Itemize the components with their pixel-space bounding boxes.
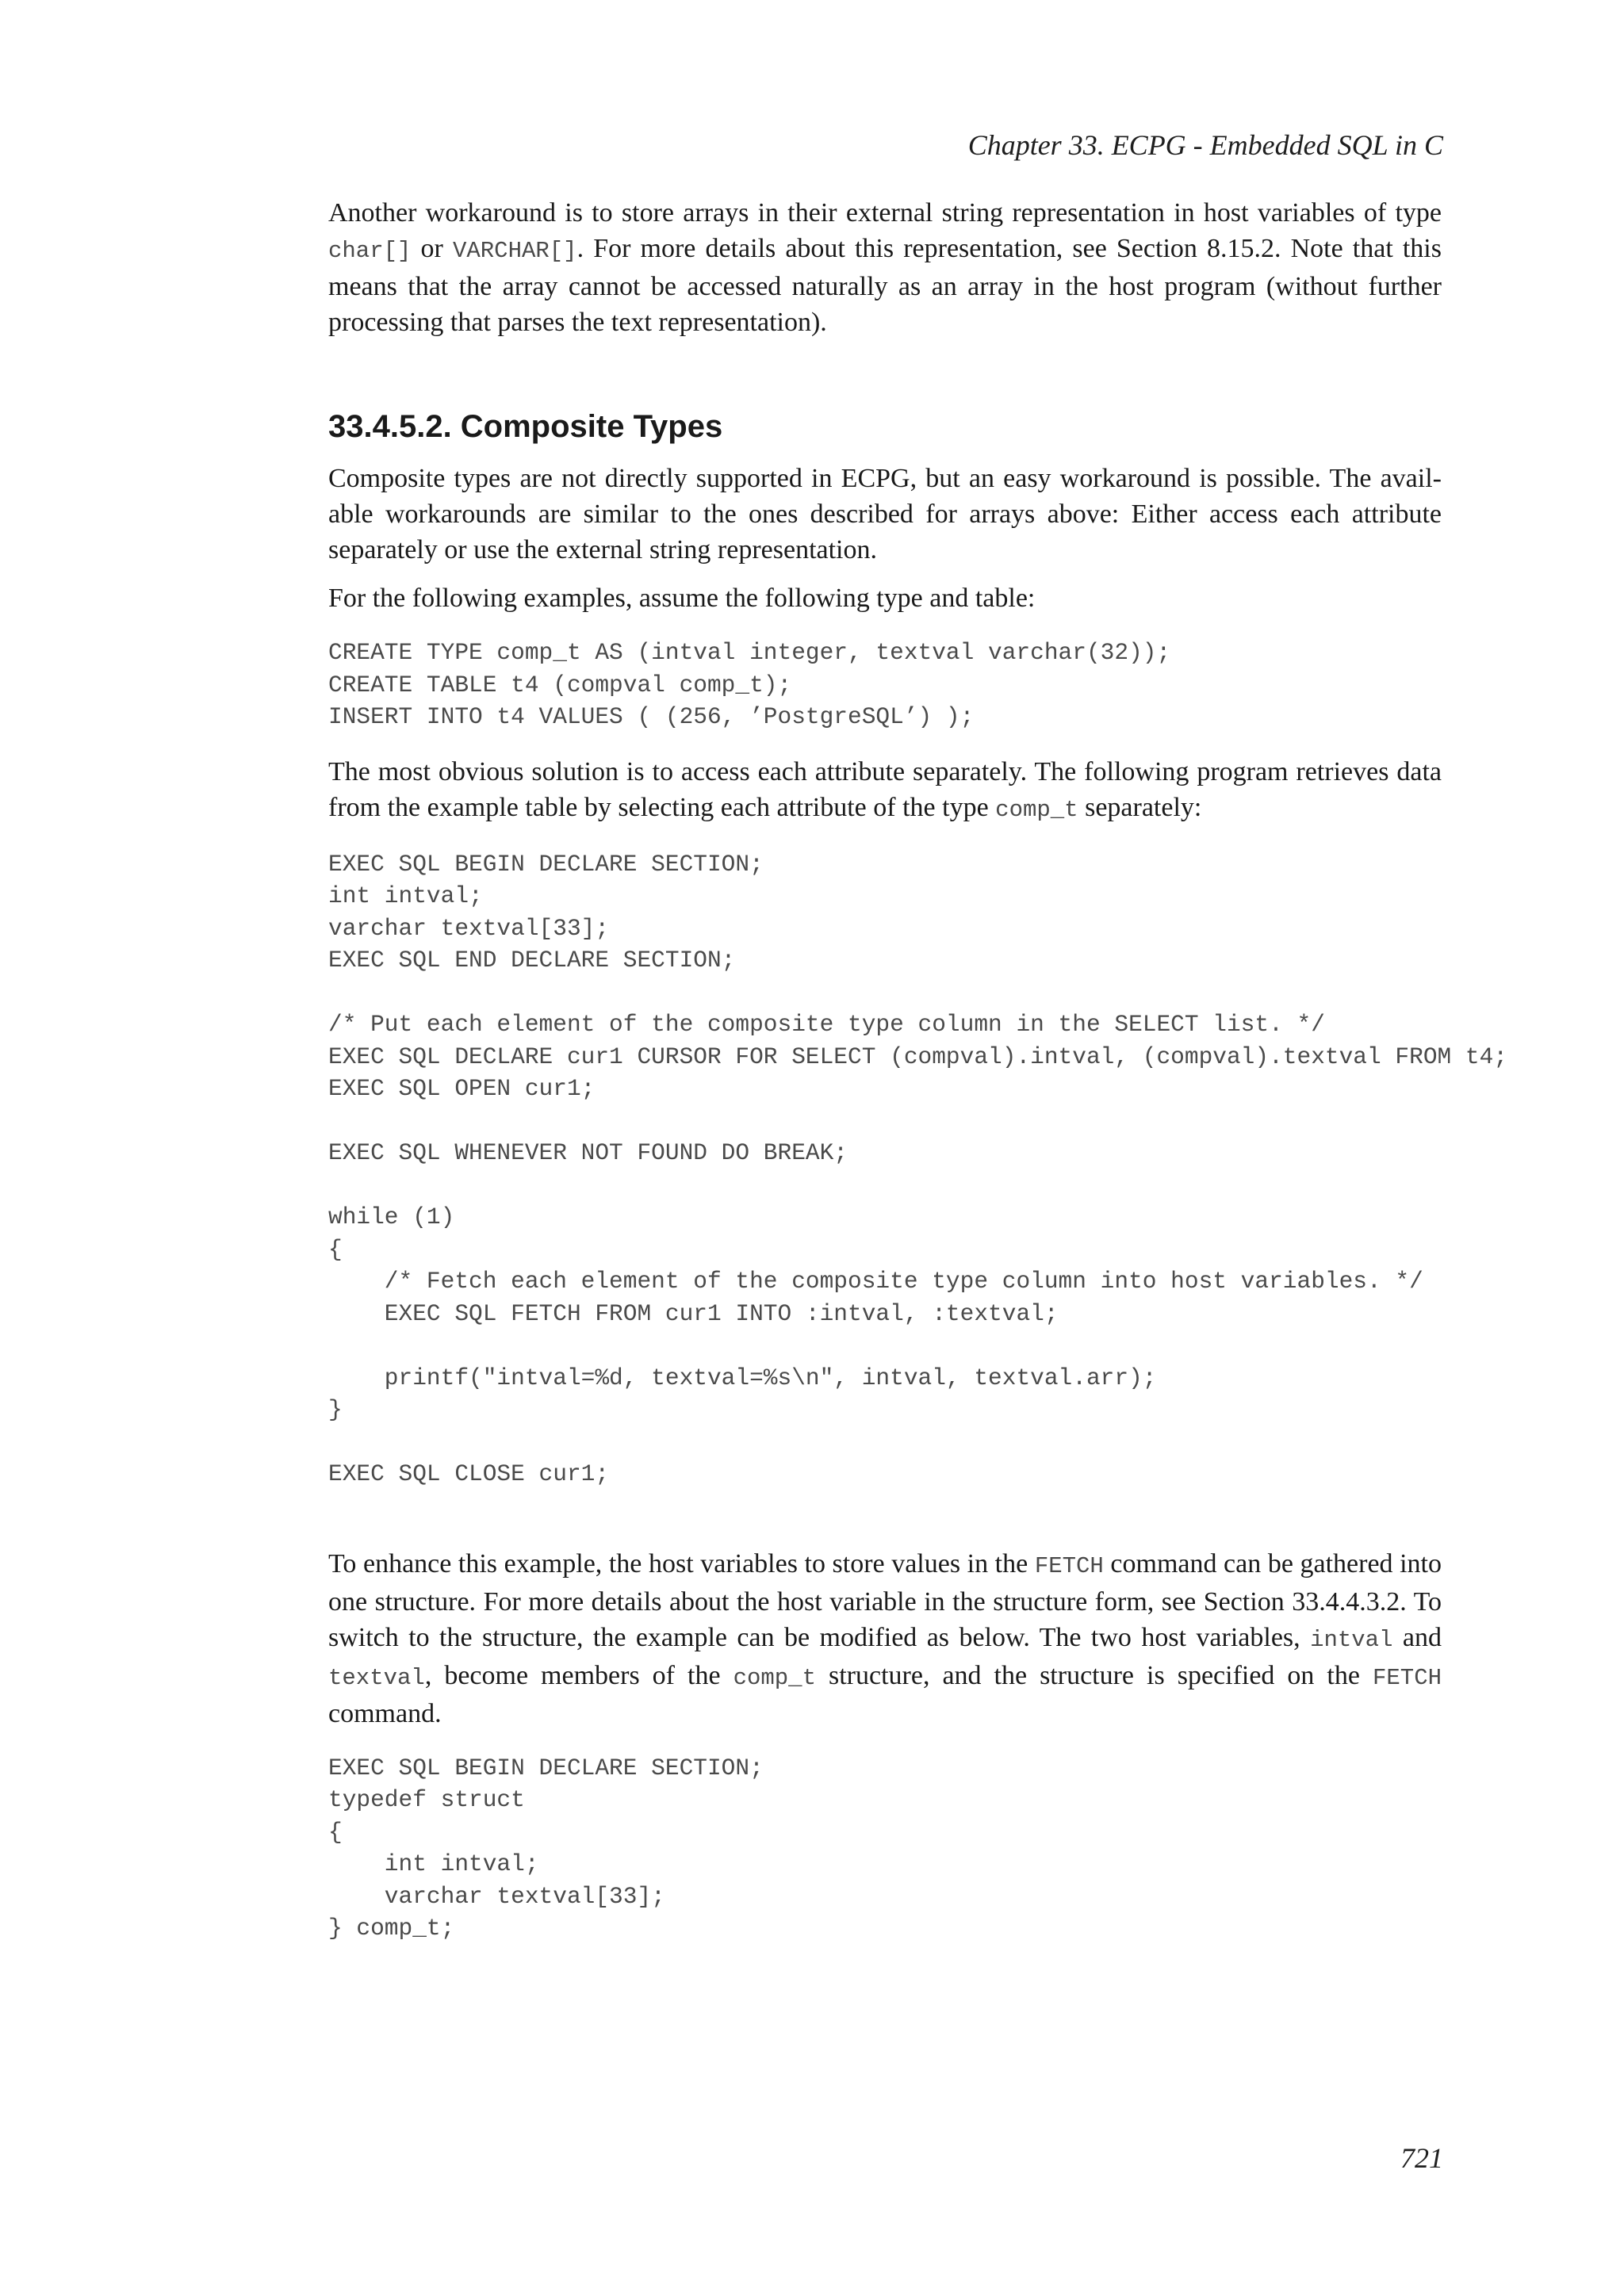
paragraph-text: or: [411, 234, 453, 263]
paragraph-text: and: [1392, 1622, 1442, 1652]
paragraph-obvious-solution: [328, 754, 1442, 828]
paragraph-text: separately:: [1078, 792, 1202, 822]
section-heading: 33.4.5.2. Composite Types: [328, 409, 723, 444]
page-number: 721: [1400, 2142, 1443, 2174]
paragraph-text: . For more details about this representation, see Section 8.15.2. Note that this means that the array cannot be accessed naturally as an array in the host program (without further processing that parses the text representation).: [328, 234, 1442, 337]
running-header: Chapter 33. ECPG - Embedded SQL in C: [967, 129, 1443, 161]
paragraph-text: structure, and the structure is specified on the: [815, 1660, 1373, 1690]
paragraph-text: command can be gathered into one structure. For more details about the host variable in the structure form, see Section 33.4.4.3.2. To switch to the structure, the example can be modified as below. The two host variables,: [328, 1548, 1442, 1652]
paragraph-text: Another workaround is to store arrays in their external string representation in host variables of type: [328, 198, 1442, 228]
inline-code-intval: intval: [1310, 1626, 1393, 1653]
paragraph-text: command.: [328, 1698, 442, 1728]
inline-code-varchar-array: VARCHAR[]: [452, 238, 577, 264]
inline-code-fetch: FETCH: [1372, 1664, 1442, 1691]
page-content: [328, 195, 1508, 1945]
paragraph-composite-intro: Composite types are not directly supported in ECPG, but an easy workaround is possible. The avail-able workarounds are similar to the ones described for arrays above: Either access each attribute separately or use the external string representation.: [328, 464, 1442, 564]
code-block-fetch-example: EXEC SQL BEGIN DECLARE SECTION; int intval; varchar textval[33]; EXEC SQL END DECLARE SECTION; /* Put each element of the composite type column in the SELECT list. */ EXEC SQL DECLARE cur1 CURSOR FOR SELECT (compval).intval, (compval).textval FROM t4; EXEC SQL OPEN cur1; EXEC SQL WHENEVER NOT FOUND DO BREAK; while (1) { /* Fetch each element of the composite type column into host variables. */ EXEC SQL FETCH FROM cur1 INTO :intval, :textval; printf("intval=%d, textval=%s\n", intval, textval.arr); } EXEC SQL CLOSE cur1;: [328, 850, 1508, 1487]
code-block-create-type: CREATE TYPE comp_t AS (intval integer, textval varchar(32)); CREATE TABLE t4 (compval comp_t); INSERT INTO t4 VALUES ( (256, ’PostgreSQL’) );: [328, 639, 1171, 730]
paragraph-text: , become members of the: [424, 1660, 733, 1690]
paragraph-structure-enhancement: [328, 1546, 1442, 1732]
inline-code-textval: textval: [328, 1664, 425, 1691]
inline-code-comp-t: comp_t: [995, 796, 1078, 823]
paragraph-text: The most obvious solution is to access each attribute separately. The following program retrieves data from the example table by selecting each attribute of the type: [328, 756, 1442, 822]
inline-code-comp-t: comp_t: [733, 1664, 816, 1691]
paragraph-text: To enhance this example, the host variables to store values in the: [328, 1548, 1035, 1578]
inline-code-char-array: char[]: [328, 238, 412, 264]
code-block-struct-example: EXEC SQL BEGIN DECLARE SECTION; typedef struct { int intval; varchar textval[33]; } comp_t;: [328, 1754, 764, 1942]
paragraph-examples-intro: For the following examples, assume the following type and table:: [328, 584, 1036, 613]
inline-code-fetch: FETCH: [1034, 1552, 1104, 1579]
paragraph-array-workaround: [328, 195, 1442, 340]
